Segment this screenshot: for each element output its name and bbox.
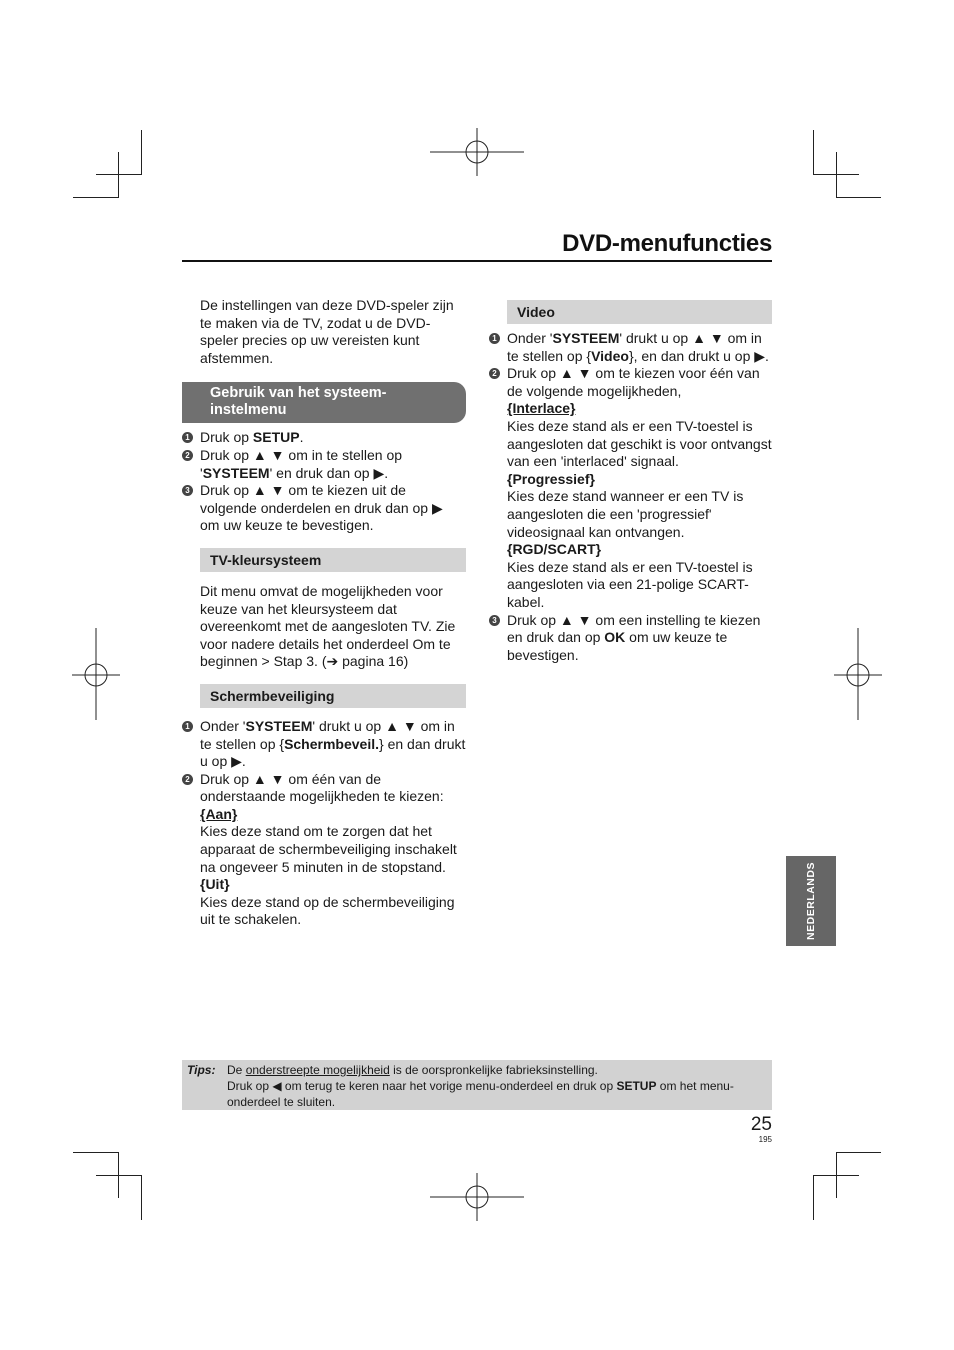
list-item: 3 Druk op ▲ ▼ om een instelling te kiezen en druk dan op OK om uw keuze te bevestigen.	[489, 612, 772, 665]
step-number: 3	[489, 615, 500, 626]
screensaver-steps	[182, 718, 466, 929]
step-number: 2	[489, 368, 500, 379]
registration-mark	[430, 1173, 524, 1221]
page-sub-number: 195	[758, 1135, 772, 1144]
video-steps	[489, 330, 772, 664]
option-uit: {Uit}	[200, 876, 230, 893]
crop-mark	[813, 130, 814, 175]
title-rule	[182, 260, 772, 262]
crop-mark	[813, 1175, 859, 1176]
language-tab	[786, 856, 836, 946]
crop-mark	[836, 152, 837, 198]
list-item: 2 Druk op ▲ ▼ om te kiezen voor één van de volgende mogelijkheden, {Interlace} Kies deze stand als er een TV-toestel is aangesloten dat geschikt is voor ontvangst van een 'interlaced' signaal. {Progressief} Kies deze stand wanneer er een TV is aangesloten die een 'progressief' videosignaal kan ontvangen. {RGD/SCART} Kies deze stand als er een TV-toestel is aangesloten via een 21-polige SCART-kabel.	[489, 365, 772, 611]
list-item: 2 Druk op ▲ ▼ om één van de onderstaande mogelijkheden te kiezen: {Aan} Kies deze stand om te zorgen dat het apparaat de schermbeveiliging inschakelt na ongeveer 5 minuten in de stopstand. {Uit} Kies deze stand op de schermbeveiliging uit te schakelen.	[182, 771, 466, 929]
tips-line-2: Druk op ◀ om terug te keren naar het vorige menu-onderdeel en druk op SETUP om het menu-onderdeel te sluiten.	[227, 1079, 734, 1109]
crop-mark	[813, 174, 859, 175]
page-number: 25	[750, 1114, 772, 1135]
step-number: 1	[182, 432, 193, 443]
crop-mark	[73, 1152, 119, 1153]
intro-paragraph: De instellingen van deze DVD-speler zijn te maken via de TV, zodat u de DVD-speler precies op uw vereisten kunt afstemmen.	[200, 297, 454, 366]
registration-mark	[430, 128, 524, 176]
crop-mark	[96, 174, 142, 175]
tv-color-heading: TV-kleursysteem	[200, 548, 466, 572]
option-rgb-scart: {RGD/SCART}	[507, 541, 602, 558]
option-aan: {Aan}	[200, 805, 238, 822]
screensaver-heading: Schermbeveiliging	[200, 684, 466, 708]
crop-mark	[836, 197, 881, 198]
crop-mark	[96, 1175, 142, 1176]
registration-mark	[72, 628, 120, 720]
right-column	[489, 300, 772, 664]
list-item: 1 Onder 'SYSTEEM' drukt u op ▲ ▼ om in te stellen op {Video}, en dan drukt u op ▶.	[489, 330, 772, 365]
tips-box	[182, 1060, 772, 1110]
crop-mark	[141, 1175, 142, 1220]
step-number: 3	[182, 485, 193, 496]
step-number: 1	[489, 333, 500, 344]
page-title: DVD-menufuncties	[562, 230, 772, 257]
list-item: 3 Druk op ▲ ▼ om te kiezen uit de volgende onderdelen en druk dan op ▶ om uw keuze te bevestigen.	[182, 482, 466, 535]
option-progressief: {Progressief}	[507, 470, 595, 487]
step-number: 1	[182, 721, 193, 732]
language-tab-label: NEDERLANDS	[805, 862, 817, 940]
setup-steps	[182, 429, 466, 535]
section-heading: Gebruik van het systeem-instelmenu	[182, 382, 466, 423]
option-interlace: {Interlace}	[507, 400, 576, 417]
crop-mark	[118, 152, 119, 198]
left-column	[182, 297, 466, 929]
tips-label: Tips:	[187, 1063, 216, 1077]
list-item: 1 Onder 'SYSTEEM' drukt u op ▲ ▼ om in te stellen op {Schermbeveil.} en dan drukt u op ▶.	[182, 718, 466, 771]
video-heading: Video	[507, 300, 772, 324]
crop-mark	[836, 1152, 881, 1153]
step-number: 2	[182, 774, 193, 785]
step-number: 2	[182, 450, 193, 461]
tips-line-1: De onderstreepte mogelijkheid is de oorspronkelijke fabrieksinstelling.	[227, 1063, 598, 1077]
list-item: 1 Druk op SETUP.	[182, 429, 466, 447]
list-item: 2 Druk op ▲ ▼ om in te stellen op 'SYSTEEM' en druk dan op ▶.	[182, 447, 466, 482]
registration-mark	[834, 628, 882, 720]
crop-mark	[73, 197, 119, 198]
tips-body	[227, 1062, 767, 1110]
tv-color-body: Dit menu omvat de mogelijkheden voor keuze van het kleursysteem dat overeenkomt met de aangesloten TV. Zie voor nadere details het onderdeel Om te beginnen > Stap 3. (➔ pagina 16)	[200, 582, 456, 670]
crop-mark	[813, 1175, 814, 1220]
crop-mark	[141, 130, 142, 175]
